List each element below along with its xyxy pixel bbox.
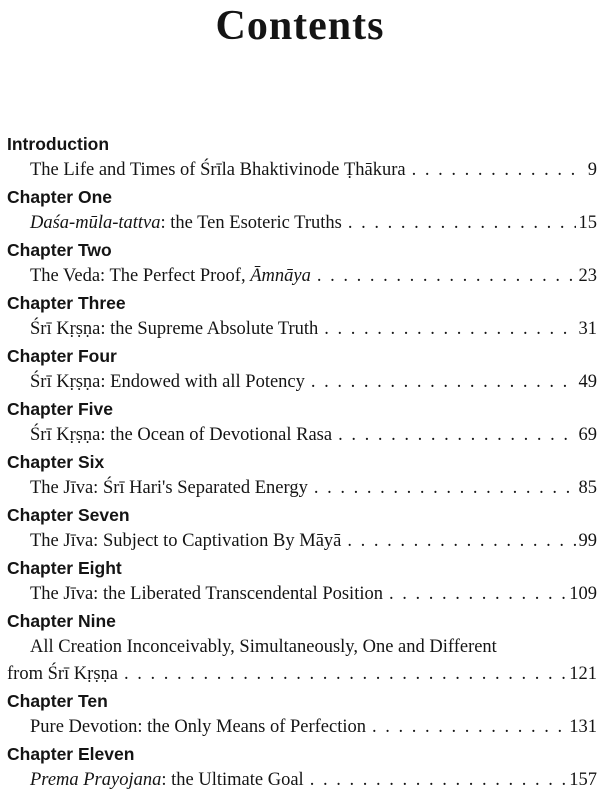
section-heading-chapter-one: Chapter One <box>7 187 113 207</box>
toc-entry-introduction[interactable] <box>7 157 597 184</box>
entry-title: The Jīva: Śrī Hari's Separated Energy <box>30 478 308 498</box>
dot-leader <box>311 369 576 396</box>
entry-title: Daśa-mūla-tattva: the Ten Esoteric Truths <box>30 213 342 233</box>
section-heading-chapter-ten: Chapter Ten <box>7 691 108 711</box>
section-heading-chapter-two: Chapter Two <box>7 240 112 260</box>
toc-entry-chapter-two[interactable] <box>7 263 597 290</box>
section-heading-chapter-eight: Chapter Eight <box>7 558 122 578</box>
section-heading-chapter-eleven: Chapter Eleven <box>7 744 135 764</box>
toc-entry-chapter-nine-line1[interactable]: All Creation Inconceivably, Simultaneously, One and Different <box>30 637 497 657</box>
dot-leader <box>124 661 566 688</box>
entry-title: Śrī Kṛṣṇa: the Supreme Absolute Truth <box>30 319 319 339</box>
toc-entry-chapter-six[interactable] <box>7 475 597 502</box>
dot-leader <box>338 422 575 449</box>
page-number: 157 <box>569 770 597 790</box>
page-number: 99 <box>578 531 597 551</box>
section-heading-chapter-six: Chapter Six <box>7 452 105 472</box>
dot-leader <box>310 767 567 794</box>
dot-leader <box>348 210 576 237</box>
dot-leader <box>389 581 566 608</box>
section-heading-chapter-five: Chapter Five <box>7 399 113 419</box>
section-heading-chapter-three: Chapter Three <box>7 293 126 313</box>
page-number: 121 <box>569 664 597 684</box>
dot-leader <box>324 316 575 343</box>
table-of-contents <box>7 131 597 794</box>
toc-entry-chapter-eleven[interactable] <box>7 767 597 794</box>
page-number: 109 <box>569 584 597 604</box>
dot-leader <box>347 528 575 555</box>
dot-leader <box>317 263 576 290</box>
toc-entry-chapter-five[interactable] <box>7 422 597 449</box>
dot-leader <box>372 714 566 741</box>
entry-title: The Life and Times of Śrīla Bhaktivinode Ṭhākura <box>30 160 406 180</box>
page-number: 69 <box>578 425 597 445</box>
page-number: 85 <box>578 478 597 498</box>
toc-entry-chapter-one[interactable] <box>7 210 597 237</box>
page-number: 31 <box>578 319 597 339</box>
toc-entry-chapter-ten[interactable] <box>7 714 597 741</box>
entry-title: from Śrī Kṛṣṇa <box>7 664 118 684</box>
entry-title: The Veda: The Perfect Proof, Āmnāya <box>30 266 311 286</box>
dot-leader <box>314 475 576 502</box>
section-heading-chapter-seven: Chapter Seven <box>7 505 130 525</box>
section-heading-chapter-nine: Chapter Nine <box>7 611 116 631</box>
page-number: 15 <box>578 213 597 233</box>
page-number: 131 <box>569 717 597 737</box>
toc-entry-chapter-four[interactable] <box>7 369 597 396</box>
page-title: Contents <box>215 3 385 49</box>
entry-title: Śrī Kṛṣṇa: Endowed with all Potency <box>30 372 305 392</box>
page-number: 23 <box>578 266 597 286</box>
entry-title: The Jīva: Subject to Captivation By Māyā <box>30 531 342 551</box>
entry-title: The Jīva: the Liberated Transcendental Position <box>30 584 383 604</box>
toc-entry-chapter-nine[interactable] <box>7 661 597 688</box>
toc-entry-chapter-seven[interactable] <box>7 528 597 555</box>
entry-title: Śrī Kṛṣṇa: the Ocean of Devotional Rasa <box>30 425 333 445</box>
toc-entry-chapter-three[interactable] <box>7 316 597 343</box>
entry-title: Pure Devotion: the Only Means of Perfection <box>30 717 367 737</box>
entry-title: Prema Prayojana: the Ultimate Goal <box>30 770 304 790</box>
dot-leader <box>412 157 585 184</box>
section-heading-chapter-four: Chapter Four <box>7 346 117 366</box>
section-heading-introduction: Introduction <box>7 134 110 154</box>
toc-entry-chapter-eight[interactable] <box>7 581 597 608</box>
page-number: 9 <box>587 160 597 180</box>
page-number: 49 <box>578 372 597 392</box>
